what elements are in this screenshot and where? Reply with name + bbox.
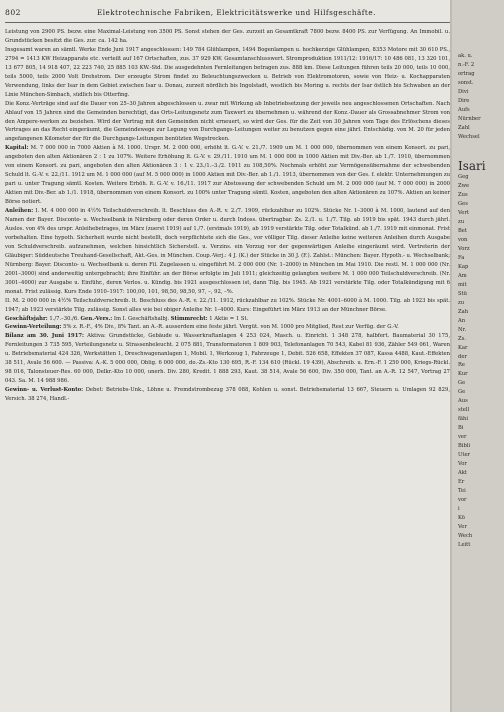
neighbor-line: ver xyxy=(458,434,467,441)
neighbor-line: Zah xyxy=(458,308,469,315)
neighbor-line: Nr. xyxy=(458,326,467,333)
main-column xyxy=(5,0,450,712)
neighbor-line: Kar xyxy=(458,344,468,351)
neighbor-line: zu xyxy=(458,219,465,226)
running-header xyxy=(5,6,450,20)
neighbor-line: Kap xyxy=(458,263,469,270)
paragraph: Kapital: M. 7 000 000 in 7000 Aktien à M. 1000. Urspr. M. 2 000 000, erhöht lt. G.-V. v. 21./7. 1909 um M. 1 000 000, übernommen von einem Konsort. zu pari, angeboten den alten Aktionären 2 : 1 zu 107%. Weitere Erhöhung lt. G.-V. v. 29./11. 1910 um M. 1 000 000 in 1000 Aktien mit Div.-Ber. ab 1./7. 1910, übernommen von einem Konsort. zu pari, angeboten den alten Aktionären 3 : 1 v. 23./1.–3./2. 1911 zu 108,50%. Nochmals erhöht zur Vermögensübernahme der schwebenden Schuld lt. G.-V. v. 22./11. 1912 um M. 1 000 000 (auf M. 5 000 000) in 1000 Aktien mit Div.-Ber. ab 1./1. 1913, übernommen von der Ges. f. elektr. Unternehmungen zu pari u. unter Tragung sämtl. Kosten. Weitere Erhöh. lt. G.-V. v. 16./11. 1917 zur Abstossung der schwebenden Schuld um M. 2 000 000 (auf M. 7 000 000) in 2000 Aktien mit Div.-Ber. ab 1./1. 1918, übernommen von einem Konsort. zu 100% unter Tragung sämtl. Kosten, angeboten den alten Aktionären zu 107%. Aktien an keiner Börse notiert. xyxy=(5,145,450,206)
neighbor-line: Wech xyxy=(458,532,473,539)
paragraph: Leistung von 2900 PS. bezw. eine Maximal-Leistung von 3500 PS. Sonst stehen der Ges. zurzeit an Gesamtkraft 7800 bezw. 8400 PS. zur Verfügung. An Immobil. u. Grundstücken besitzt die Ges. zur. ca. 142 ha. xyxy=(5,29,450,44)
neighbor-line: Isari xyxy=(458,159,486,174)
neighbor-line: von xyxy=(458,237,468,244)
paragraph: Insgesamt waren an sämtl. Werke Ende Juni 1917 angeschlossen: 149 784 Glühlampen, 1494 Bogenlampen u. hochkerzige Glühlampen, 8353 Motore mit 30 610 PS., 2794 = 1413 KW Heizapparate etc. verteilt auf 167 Ortschaften, zus. 37 929 KW. Gesamtanschlusswert. Stromproduktion 1911/12: 1916/17: 10 486 081, 13 320 101, 13 677 805, 14 918 407, 22 223 740, 25 885 103 KW.-Std. Die ausgedehnten Fernleitungen betragen zus. 888 km. Diese Leitungen führen teils 20 000, teils 10 000, teils 5000, teils 2000 Volt Drehstrom. Der erzeugte Strom findet zu Beleuchtungszwecken u. Betrieb von Elektromotoren, sowie von Heiz- u. Kochapparaten Verwendung, links der Isar in dem Gebiet zwischen Isar u. Donau, zurzeit nördlich bis Ingolstadt, westlich bis Moring u. rechts der Isar östlich bis Schwaben an der Linie München-Simbach, südlich bis Otterfing. xyxy=(5,46,450,98)
neighbor-line: i xyxy=(458,505,460,512)
paragraph: Geschäftsjahr: 1./7.–30./6. Gen.-Vers.: Im I. Geschäftshalbj. Stimmrecht: 1 Aktie = 1 St. xyxy=(5,315,249,322)
neighbor-page-edge xyxy=(452,0,504,712)
neighbor-line: Nürnber xyxy=(458,115,481,122)
neighbor-page-text xyxy=(458,52,504,549)
neighbor-line: fähi xyxy=(458,416,469,423)
neighbor-line: ortrag xyxy=(458,70,475,77)
neighbor-line: stell xyxy=(458,407,470,414)
neighbor-line: Ges xyxy=(458,201,468,208)
paragraph: Bilanz am 30. Juni 1917: Aktiva: Grundstücke, Gebäude u. Wasserkraftanlagen 4 253 024, Masch. u. Einricht. 1 348 278, halbfert. Baumaterial 30 175, Fernleitungen 3 735 595, Verteilungsnetz u. Strassenbeleucht. 2 075 881, Transformatoren 1 809 903, Telefonanlagen 70 543, Kabel 81 936, Zähler 549 061, Waren u. Betriebsmaterial 424 326, Werkstätten 1, Dreschwagenanlagen 1, Mobil. 1, Werkzeug 1, Fahrzeuge 1, Debit. 526 658, Effekten 37 087, Kassa 4488, Kaut.-Effekten 38 511, Avale 56 600. — Passiva: A.-K. 5 000 000, Oblig. 6 000 000, do.-Zs.-Kto 130 695, R.-F. 134 610 (Rückl. 19 439), Abschreib. u. Ern.-F. 1 250 000, Kriegs-Rückl. 98 016, Talonsteuer-Res. 60 000, Delkr.-Kto 10 000, unerh. Div. 280, Kredit. 1 888 293, Kaut. 38 514, Avale 56 600, Div. 350 000, Tant. an A.-R. 12 547, Vortrag 27 043. Sa. M. 14 988 986. xyxy=(5,333,450,385)
paragraph: Gewinn-Verteilung: 5% z. R.-F., 4% Div., 8% Tant. an A.-R. ausserdem eine feste jährl. Vergüt. von M. 1000 pro Mitglied, Rest zur Verfüg. der G.-V. xyxy=(5,324,399,331)
neighbor-line: Uter xyxy=(458,451,471,458)
paragraph: Die Konz.-Verträge sind auf die Dauer von 25–30 Jahren abgeschlossen u. zwar mit Wirkung ab Inbetriebsetzung der jeweils neu angeschlossenen Ortschaften. Nach Ablauf von 15 Jahren sind die Gemeinden berechtigt, das Orts-Leitungsnetz zum Taxwert zu übernehmen u. während der Konz.-Dauer als Grossabnehmer Strom von den Ampere-werken zu beziehen. Wird der Vertrag mit den Gemeinden nicht erneuert, so wird der Ges. für die Zeit von 30 Jahren vom Tage des Erlöschens dieses Vertrages an das Recht eingeräumt, die Gemeindewege zur Legung von Durchgangs-Leitungen weiter zu benutzen gegen eine jährl. Entschädig. von M. 20 für jeden angefangenen Kilometer der für die Durchgangs-Leitungen benützten Wegstrecken. xyxy=(5,100,450,143)
page-number: 802 xyxy=(5,8,21,17)
neighbor-line: vor xyxy=(458,496,467,503)
paragraph: Gewinn- u. Verlust-Konto: Debet: Betriebs-Unk., Löhne u. Fremdstrombezug 378 088, Kohlen u. sonst. Betriebsmaterial 13 667, Steuern u. Umlagen 92 829, Versich. 38 274, Handl.- xyxy=(5,387,450,403)
neighbor-line: sonst. xyxy=(458,79,474,86)
body-text xyxy=(5,28,450,404)
paragraph: Anleihen: I. M. 4 000 000 in 4½% Teilschuldverschreib. lt. Beschluss des A.-R. v. 2./7. 1909, rückzahlbar zu 102%. Stücke Nr. 1–3000 à M. 1000, lautend auf den Namen der Bayer. Disconto- u. Wechselbank in Nürnberg oder deren Order u. durch Indoss. übertragbar. Zs. 2./1. u. 1./7. Tilg. ab 1919 bis spät. 1943 durch jährl. Auslos. von 4% des urspr. Anleihebetrages, im März (zuerst 1919) auf 1./7. (erstmals 1919), ab 1919 verstärkte Tilg. oder Totalkünd. ab 1./7. 1919 mit einmonat. Frist vorbehalten. Eine hypoth. Sicherheit wurde nicht bestellt, doch verpflichtete sich die Ges., vor völliger Tilg. dieser Anleihe keine weiteren Anleihen durch Ausgabe von Schuldverschreib. aufzunehmen, welchen hinsichtlich Sicherstell. u. Verzins. ein Vorzug vor der gegenwärtigen Anleihe eingeräumt wird. Vertreterin der Gläubiger: Süddeutsche Treuhand-Gesellschaft, Akt.-Ges. in München. Coup.-Verj.: 4 J. (K.) der Stücke in 30 J. (F.). Zahlst.: München: Bayer. Hypoth.- u. Wechselbank; Nürnberg: Bayer. Disconto- u. Wechselbank u. deren Fil. Zugelassen u. eingeführt M. 2 000 000 (Nr. 1–2000) in München im Mai 1910. Die restl. M. 1 000 000 (Nr. 2001–3000) sind anderweitig untergebracht; ihre Einführ. an der Börse erfolgte im Juli 1911; gleichzeitig gelangten weitere M. 1 000 000 Teilschuldverschreib. (Nr. 3001–4000) zur Ausgabe u. Einführ., deren Verlos. u. Kündig. bis 1921 ausgeschlossen ist, dann Tilg. bis 1945. Ab 1921 verstärkte Tilg. oder Totalkündigung mit 6 monat. Frist zulässig. Kurs Ende 1910–1917: 100,00, 101, 98,50, 98,50, 97, –, 92, –%. xyxy=(5,208,450,295)
running-title: Elektrotechnische Fabriken, Elektricitätswerke und Hilfsgeschäfte. xyxy=(97,8,376,17)
neighbor-line: Kö xyxy=(458,514,465,521)
neighbor-line: Bet xyxy=(458,228,467,235)
neighbor-line: Geg xyxy=(458,174,469,181)
neighbor-line: Tei xyxy=(458,487,466,494)
neighbor-line: Wechsel xyxy=(458,133,480,140)
neighbor-line: Akt xyxy=(458,469,467,476)
neighbor-line: Dire xyxy=(458,97,470,104)
neighbor-line: Zwe xyxy=(458,183,470,190)
neighbor-line: Stü xyxy=(458,290,467,297)
neighbor-line: Vert xyxy=(458,210,469,217)
neighbor-line: Ge xyxy=(458,380,466,387)
neighbor-line: Bibli xyxy=(458,443,471,450)
neighbor-line xyxy=(458,150,504,159)
paragraph: II. M. 2 000 000 in 4½% Teilschuldverschreib. lt. Beschluss des A.-R. v. 22./11. 1912, rückzahlbar zu 102%. Stücke Nr. 4001–6000 à M. 1000. Tilg. ab 1923 bis spät. 1947; ab 1923 verstärkte Tilg. zulässig. Sonst alles wie bei obiger Anleihe Nr. 1–4000. Kurs: Eingeführt im März 1913 an der Münchner Börse. xyxy=(5,297,450,313)
neighbor-line: n.-F. 2 xyxy=(458,61,475,68)
neighbor-line: Zahl xyxy=(458,124,470,131)
neighbor-line: ak. u. xyxy=(458,53,473,59)
neighbor-line: Vor xyxy=(458,460,467,467)
neighbor-line: Leitt xyxy=(458,541,471,548)
header-rule xyxy=(5,22,450,23)
neighbor-line: Aus xyxy=(458,398,468,405)
neighbor-line: Ver xyxy=(458,523,467,530)
neighbor-line: Fa xyxy=(458,255,465,262)
neighbor-line: Divi xyxy=(458,88,469,95)
neighbor-line: Vorz xyxy=(458,246,470,253)
neighbor-line: zu xyxy=(458,299,465,306)
neighbor-line: Kur xyxy=(458,371,468,378)
neighbor-line: Aufs xyxy=(458,106,470,113)
neighbor-line: An xyxy=(458,317,466,324)
neighbor-line: mit xyxy=(458,281,467,288)
neighbor-line: Zs. xyxy=(458,335,466,342)
neighbor-line: Re xyxy=(458,362,465,369)
neighbor-line: Am xyxy=(458,272,467,279)
neighbor-line: Bi xyxy=(458,425,464,432)
neighbor-line xyxy=(458,142,504,151)
neighbor-line: Zus xyxy=(458,192,468,199)
neighbor-line: der xyxy=(458,353,467,360)
neighbor-line: Er xyxy=(458,478,465,485)
neighbor-line: Ge xyxy=(458,389,466,396)
